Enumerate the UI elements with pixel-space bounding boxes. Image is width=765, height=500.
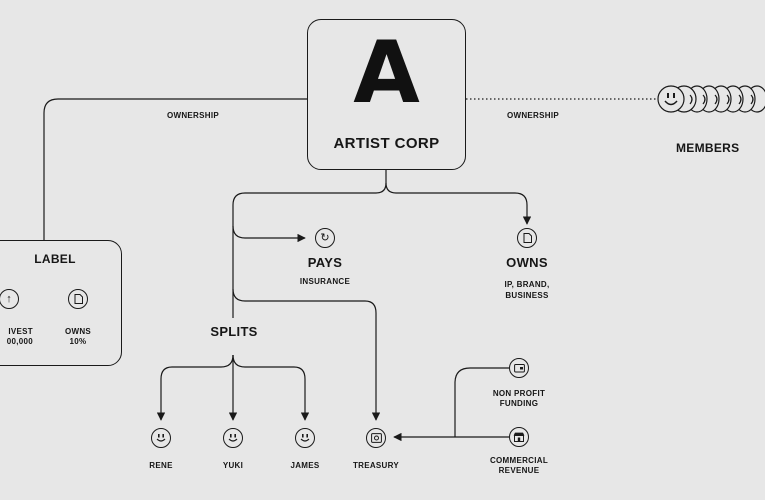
trunk-line <box>233 170 386 318</box>
members-avatars <box>657 84 765 114</box>
document-icon <box>68 289 88 309</box>
commercial-line1: COMMERCIAL <box>489 456 549 465</box>
owns-subtitle-2: BUSINESS <box>505 291 549 300</box>
owns-subtitle-1: IP, BRAND, <box>504 280 550 289</box>
safe-icon <box>366 428 386 448</box>
owns-title: OWNS <box>506 255 548 270</box>
splits-title: SPLITS <box>210 324 258 339</box>
label-invest-line2: 00,000 <box>6 337 33 346</box>
pays-arrow <box>233 226 305 238</box>
split-rene-arrow <box>161 355 233 420</box>
owns-arrow <box>386 183 527 224</box>
label-owns-line1: OWNS <box>64 327 92 336</box>
artist-corp-logo: A <box>353 23 420 123</box>
label-title: LABEL <box>34 252 76 266</box>
artist-corp-title: ARTIST CORP <box>333 135 440 152</box>
nonprofit-line1: NON PROFIT <box>492 389 546 398</box>
smiley-face-icon <box>151 428 171 448</box>
commercial-line2: REVENUE <box>498 466 540 475</box>
document-icon <box>517 228 537 248</box>
refresh-icon: ↻ <box>315 228 335 248</box>
arrow-up-icon: ↑ <box>0 289 19 309</box>
smiley-face-icon <box>223 428 243 448</box>
nonprofit-line2: FUNDING <box>499 399 539 408</box>
person-name-james: JAMES <box>290 461 320 470</box>
person-name-yuki: YUKI <box>222 461 244 470</box>
label-owns-line2: 10% <box>69 337 87 346</box>
person-name-rene: RENE <box>149 461 173 470</box>
label-invest-line1: IVEST <box>8 327 33 336</box>
treasury-title: TREASURY <box>352 461 400 470</box>
pays-subtitle: INSURANCE <box>299 277 351 286</box>
ownership-label-left: OWNERSHIP <box>166 111 220 120</box>
smiley-face-icon <box>295 428 315 448</box>
artist-corp-box <box>307 19 466 170</box>
split-james-arrow <box>233 355 305 420</box>
label-box <box>0 240 122 366</box>
wallet-icon <box>509 358 529 378</box>
pays-title: PAYS <box>307 255 343 270</box>
members-title: MEMBERS <box>676 141 740 155</box>
ownership-label-right: OWNERSHIP <box>506 111 560 120</box>
storefront-icon <box>509 427 529 447</box>
